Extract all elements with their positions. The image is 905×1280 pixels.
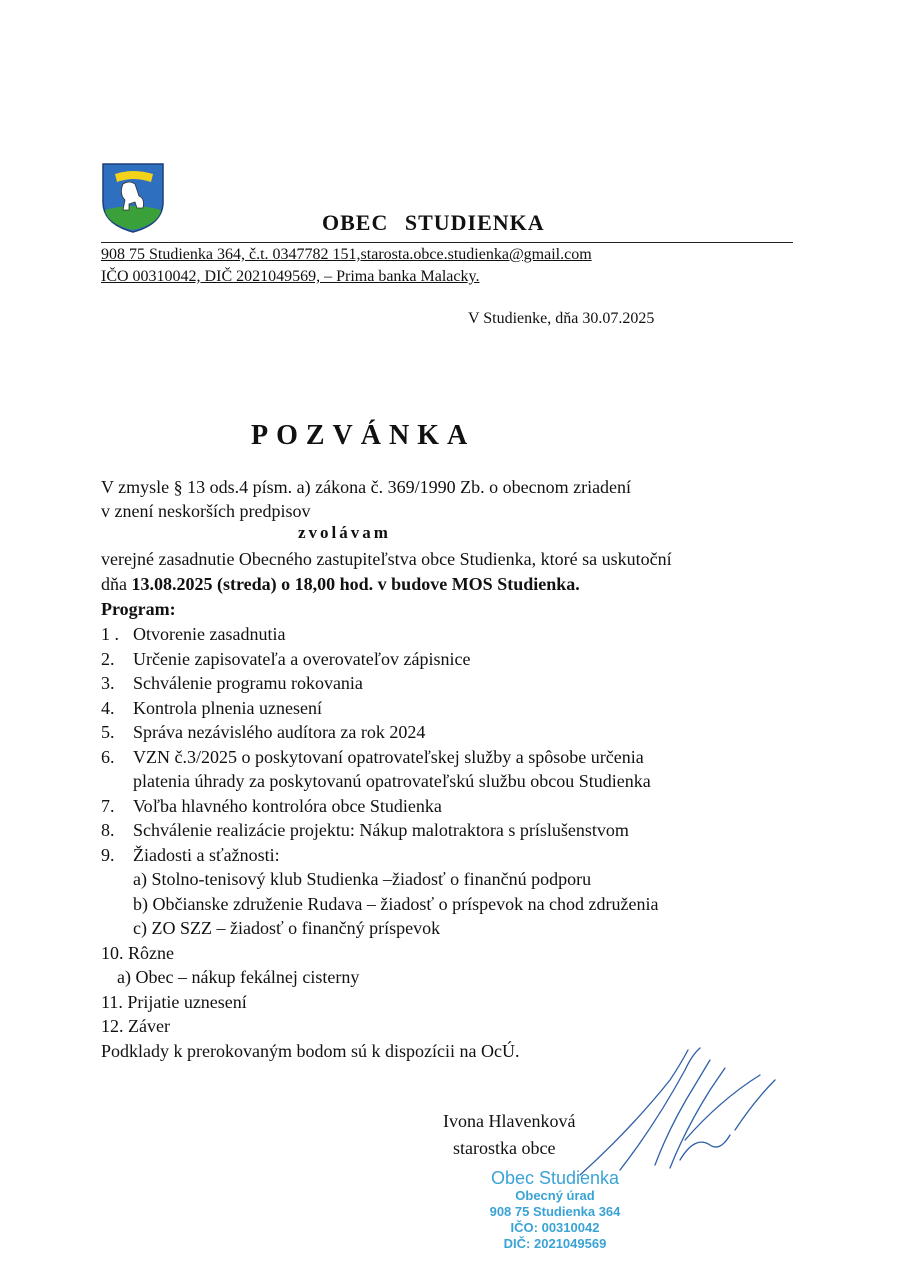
stamp-line-2: Obecný úrad [515, 1188, 595, 1203]
program-item: 10. Rôzne [101, 942, 174, 963]
official-stamp [470, 1168, 640, 1252]
program-item: 8. Schválenie realizácie projektu: Nákup malotraktora s príslušenstvom [101, 820, 629, 840]
program-item: 11. Prijatie uznesení [101, 991, 247, 1012]
municipality-title: OBEC STUDIENKA [322, 210, 545, 235]
program-item: 6. VZN č.3/2025 o poskytovaní opatrovateľskej služby a spôsobe určenia [101, 746, 644, 767]
program-item: 3. Schválenie programu rokovania [101, 673, 363, 693]
program-list [101, 622, 659, 1063]
header-rule [101, 242, 793, 243]
program-subitem: b) Občianske združenie Rudava – žiadosť o príspevok na chod združenia [133, 893, 659, 914]
intro-line-2: v znení neskorších predpisov [101, 501, 311, 521]
signatory-name: Ivona Hlavenková [443, 1111, 576, 1131]
program-item: 2. Určenie zapisovateľa a overovateľov zápisnice [101, 648, 471, 669]
coat-of-arms-icon [101, 162, 165, 234]
header-address: 908 75 Studienka 364, č.t. 0347782 151,starosta.obce.studienka@gmail.com [101, 246, 592, 263]
stamp-line-4: IČO: 00310042 [510, 1220, 600, 1235]
program-item-continuation: platenia úhrady za poskytovanú opatrovateľskú službu obcou Studienka [133, 771, 651, 791]
header-ids: IČO 00310042, DIČ 2021049569, – Prima banka Malacky. [101, 268, 480, 285]
stamp-line-1: Obec Studienka [490, 1168, 620, 1188]
meeting-date-details: 13.08.2025 (streda) o 18,00 hod. v budove MOS Studienka. [131, 574, 580, 594]
meeting-date-line [101, 572, 580, 597]
program-item: 7. Voľba hlavného kontrolóra obce Studienka [101, 795, 442, 816]
handwritten-signature [560, 1040, 790, 1180]
stamp-line-5: DIČ: 2021049569 [503, 1236, 607, 1251]
program-item: 5. Správa nezávislého audítora za rok 2024 [101, 722, 426, 742]
convene-word: zvolávam [298, 523, 391, 542]
program-item: 1 . Otvorenie zasadnutia [101, 624, 286, 644]
date-line: V Studienke, dňa 30.07.2025 [468, 310, 655, 327]
stamp-line-3: 908 75 Studienka 364 [489, 1204, 621, 1219]
signatory-role: starostka obce [453, 1138, 556, 1158]
program-item: 12. Záver [101, 1016, 170, 1036]
program-subitem: c) ZO SZZ – žiadosť o finančný príspevok [133, 918, 441, 938]
program-item: 9. Žiadosti a sťažnosti: [101, 844, 280, 865]
program-item: 4. Kontrola plnenia uznesení [101, 697, 322, 718]
intro-line-1: V zmysle § 13 ods.4 písm. a) zákona č. 369/1990 Zb. o obecnom zriadení [101, 477, 632, 497]
document-heading: POZVÁNKA [251, 420, 476, 451]
meeting-date-prefix: dňa [101, 574, 132, 594]
program-subitem: a) Obec – nákup fekálnej cisterny [117, 967, 360, 987]
program-label: Program: [101, 599, 176, 619]
closing-note: Podklady k prerokovaným bodom sú k dispozícii na OcÚ. [101, 1040, 520, 1061]
intro-line-3: verejné zasadnutie Obecného zastupiteľstva obce Studienka, ktoré sa uskutoční [101, 549, 672, 569]
program-subitem: a) Stolno-tenisový klub Studienka –žiadosť o finančnú podporu [133, 869, 592, 889]
